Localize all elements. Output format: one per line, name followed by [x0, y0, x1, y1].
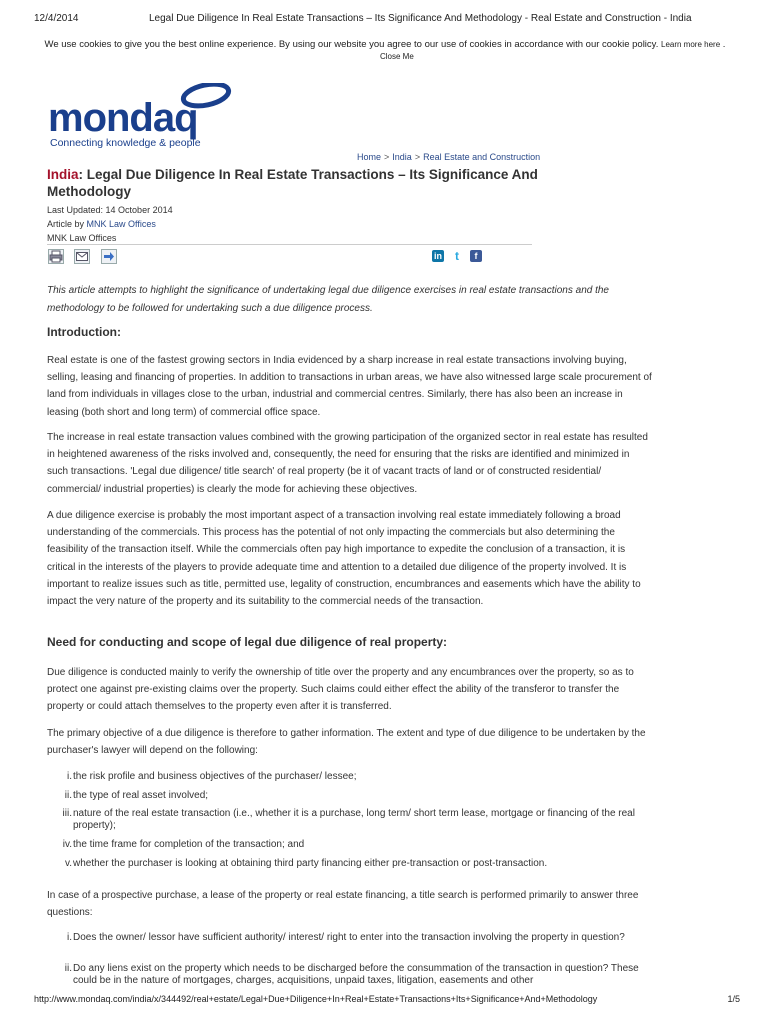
- breadcrumb-india[interactable]: India: [392, 152, 412, 162]
- article-title: India: Legal Due Diligence In Real Estate Transactions – Its Significance And Methodology: [47, 167, 538, 199]
- linkedin-icon[interactable]: in: [434, 251, 442, 261]
- cookie-banner: We use cookies to give you the best online experience. By using our website you agree to our use of cookies in accordance with our cookie policy. Learn more here . Close Me: [44, 39, 726, 62]
- facebook-icon[interactable]: f: [470, 250, 482, 262]
- breadcrumb-home[interactable]: Home: [357, 152, 382, 162]
- last-updated: Last Updated: 14 October 2014: [47, 205, 173, 215]
- article-byline: [47, 219, 156, 229]
- list-item: v. whether the purchaser is looking at obtaining third party financing either pre-transaction or post-transaction.: [64, 858, 548, 869]
- divider: [47, 244, 532, 245]
- paragraph: The increase in real estate transaction values combined with the growing participation of the organized sector in real estate has resulted in heightened awareness of the risks involved and, consequently, the need for ensuring that the risks are identified and minimized in such transactions. 'Legal due diligence/ title search' of real property (be it of vacant tracts of land or of constructed residential/ commercial/ industrial properties) is clearly the mode for achieving these objectives.: [47, 432, 648, 495]
- author-link[interactable]: MNK Law Offices: [86, 219, 156, 229]
- breadcrumb-separator: >: [414, 152, 421, 162]
- cookie-close-button[interactable]: Close Me: [379, 52, 414, 61]
- list-item: iii. nature of the real estate transaction (i.e., whether it is a purchase, long term/ short term lease, mortgage or financing of the real property);: [62, 808, 635, 831]
- article-abstract: This article attempts to highlight the significance of undertaking legal due diligence exercises in real estate transactions and the methodology to be followed for undertaking such a due diligence process.: [47, 285, 609, 314]
- footer-url: http://www.mondaq.com/india/x/344492/real+estate/Legal+Due+Diligence+In+Real+Estate+Transactions+Its+Significance+And+Methodology: [34, 994, 598, 1004]
- article-toolbar: [47, 249, 532, 267]
- list-item: ii. the type of real asset involved;: [64, 790, 209, 801]
- paragraph: Due diligence is conducted mainly to verify the ownership of title over the property and any encumbrances over the property, so as to protect one against pre-existing claims over the property. Such claims could either effect the ability of the transferor to transfer the property or could attach themselves to the property even after it is transferred.: [47, 667, 634, 713]
- breadcrumb-separator: >: [384, 152, 390, 162]
- article-country[interactable]: India: [47, 167, 79, 182]
- print-footer: [34, 994, 740, 1004]
- paragraph: A due diligence exercise is probably the most important aspect of a transaction involving real estate immediately following a broad understanding of the commercials. This process has the potential of not only impacting the commercials but also determining the feasibility of the transaction itself. While the commercials often pay high importance to expedite the conclusion of a transaction, it is critical in the interests of the players to provide adequate time and attention to a detailed due diligence of the property involved. It is important to realize issues such as title, permitted use, legality of construction, encumbrances and easements which have the ability to impact the very nature of the property and its suitability to the commercial needs of the transaction.: [47, 510, 641, 608]
- list-item: i. Does the owner/ lessor have sufficient authority/ interest/ right to enter into the transaction involving the property in question?: [67, 932, 625, 943]
- paragraph: In case of a prospective purchase, a lease of the property or real estate financing, a title search is performed primarily to answer three questions:: [47, 890, 639, 919]
- breadcrumb: [357, 152, 540, 162]
- heading-introduction: Introduction:: [47, 325, 121, 339]
- list-item: iv. the time frame for completion of the transaction; and: [62, 839, 305, 850]
- logo-tagline: Connecting knowledge & people: [50, 137, 201, 149]
- print-page-title: Legal Due Diligence In Real Estate Transactions – Its Significance And Methodology - Real Estate and Construction - India: [149, 13, 692, 24]
- list-item: ii. Do any liens exist on the property which needs to be discharged before the consummation of the transaction in question? These could be in the nature of mortgages, charges, acquisitions, unpaid taxes, litigation, easements and other: [64, 963, 639, 986]
- firm-name: MNK Law Offices: [47, 233, 117, 243]
- print-icon[interactable]: [48, 249, 64, 264]
- breadcrumb-real-estate[interactable]: Real Estate and Construction: [423, 152, 541, 162]
- print-date: 12/4/2014: [34, 13, 79, 24]
- twitter-icon[interactable]: t: [451, 250, 463, 262]
- cookie-learn-more-link[interactable]: Learn more here: [661, 40, 721, 49]
- forward-icon[interactable]: [101, 249, 117, 264]
- mondaq-logo[interactable]: [48, 83, 238, 153]
- page-number: 1/5: [727, 994, 740, 1004]
- article-title-text: Legal Due Diligence In Real Estate Transactions – Its Significance And Methodology: [47, 167, 538, 199]
- logo-wordmark: mondaq: [48, 96, 198, 140]
- heading-need: Need for conducting and scope of legal due diligence of real property:: [47, 635, 448, 649]
- article-by-label: Article by: [47, 219, 85, 229]
- paragraph: Real estate is one of the fastest growing sectors in India evidenced by a sharp increase in real estate transactions involving buying, selling, leasing and financing of properties. In addition to transactions in urban areas, we have also witnessed large scale procurement of land from individuals in villages close to the urban, industrial and commercial centres. Similarly, there has also been an increase in leasing (both short and long term) of commercial office space.: [47, 355, 652, 418]
- paragraph: The primary objective of a due diligence is therefore to gather information. The extent and type of due diligence to be undertaken by the purchaser's lawyer will depend on the following:: [47, 728, 646, 757]
- cookie-text: We use cookies to give you the best online experience. By using our website you agree to our use of cookies in accordance with our cookie policy.: [44, 39, 659, 50]
- email-icon[interactable]: [74, 249, 90, 264]
- list-item: i. the risk profile and business objectives of the purchaser/ lessee;: [67, 771, 357, 782]
